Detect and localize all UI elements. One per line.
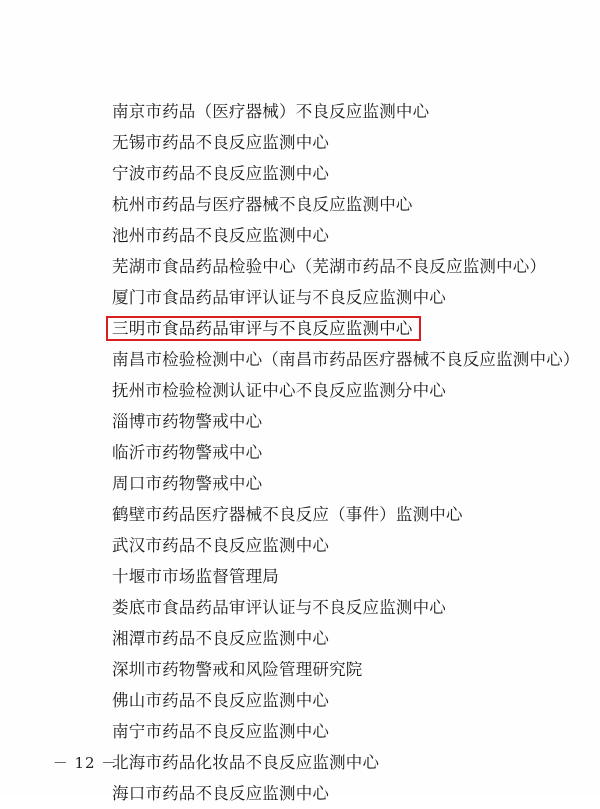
document-line: 南京市药品（医疗器械）不良反应监测中心 (112, 102, 430, 121)
document-line: 无锡市药品不良反应监测中心 (112, 133, 330, 152)
document-body (0, 96, 600, 809)
document-line: 宁波市药品不良反应监测中心 (112, 164, 330, 183)
document-line: 厦门市食品药品审评认证与不良反应监测中心 (112, 288, 446, 307)
page-footer (0, 752, 600, 773)
document-line: 鹤壁市药品医疗器械不良反应（事件）监测中心 (112, 505, 463, 524)
document-line: 抚州市检验检测认证中心不良反应监测分中心 (112, 381, 446, 400)
document-line: 娄底市食品药品审评认证与不良反应监测中心 (112, 598, 446, 617)
document-line: 武汉市药品不良反应监测中心 (112, 536, 330, 555)
document-line: 杭州市药品与医疗器械不良反应监测中心 (112, 195, 413, 214)
document-line-highlighted: 三明市食品药品审评与不良反应监测中心 (0, 313, 600, 344)
document-line: 周口市药物警戒中心 (112, 474, 263, 493)
document-line: 芜湖市食品药品检验中心（芜湖市药品不良反应监测中心） (112, 257, 547, 276)
document-line: 南宁市药品不良反应监测中心 (112, 722, 330, 741)
document-line: 临沂市药物警戒中心 (112, 443, 263, 462)
document-line: 佛山市药品不良反应监测中心 (112, 691, 330, 710)
document-line: 深圳市药物警戒和风险管理研究院 (112, 660, 363, 679)
document-line: 北海市药品化妆品不良反应监测中心 (112, 753, 380, 772)
highlight-rectangle (106, 316, 421, 341)
document-line: 湘潭市药品不良反应监测中心 (112, 629, 330, 648)
document-line: 海口市药品不良反应监测中心 (112, 784, 330, 803)
document-line: 池州市药品不良反应监测中心 (112, 226, 330, 245)
document-line: 十堰市市场监督管理局 (112, 567, 279, 586)
document-line: 南昌市检验检测中心（南昌市药品医疗器械不良反应监测中心） (112, 350, 580, 369)
document-line: 淄博市药物警戒中心 (112, 412, 263, 431)
page-number: － 12 － (52, 754, 118, 772)
